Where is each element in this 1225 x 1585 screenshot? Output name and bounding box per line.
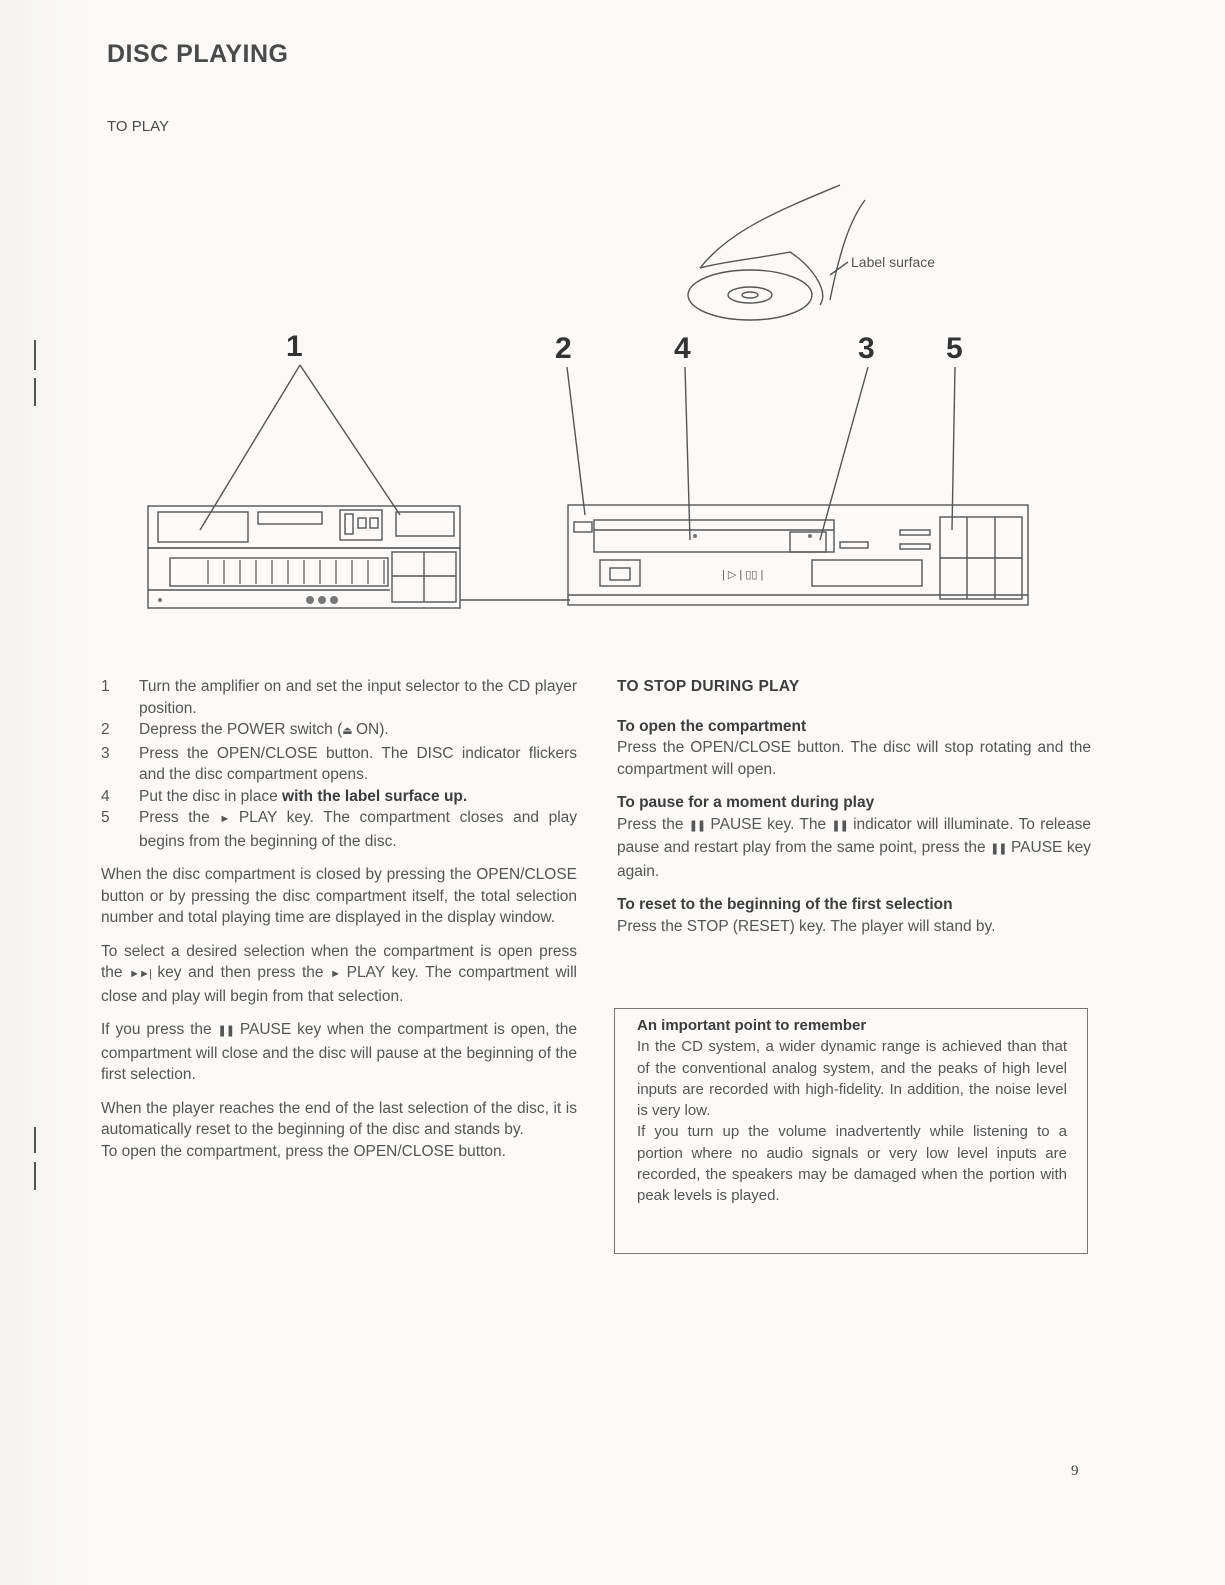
step-list xyxy=(101,676,577,852)
callout-4: 4 xyxy=(674,332,691,365)
important-note-box xyxy=(614,1008,1088,1254)
switch-on-icon: ⏏ xyxy=(342,725,352,737)
skip-forward-icon: ►►| xyxy=(129,968,151,980)
play-icon: ► xyxy=(219,813,230,825)
paragraph-select: To select a desired selection when the compartment is open press the ►►| key and then press the ► PLAY key. The compartment will close and play will begin from that selection. xyxy=(101,942,577,1005)
paragraph-open: To open the compartment, press the OPEN/CLOSE button. xyxy=(101,1142,506,1160)
disc xyxy=(688,270,812,320)
label-surface-caption: Label surface xyxy=(851,254,936,270)
binding-mark xyxy=(34,1127,36,1153)
pause-icon: ❚❚ xyxy=(990,843,1007,855)
play-icon: ► xyxy=(330,968,341,980)
left-column xyxy=(101,676,577,1174)
step-5: 5 Press the ► PLAY key. The compartment closes and play begins from the beginning of the disc. xyxy=(101,809,578,850)
reset-section: To reset to the beginning of the first selection Press the STOP (RESET) key. The player will stand by. xyxy=(617,896,996,935)
step-4: 4 Put the disc in place with the label surface up. xyxy=(101,787,468,805)
transport-icons: | ▷ | ▯▯ | xyxy=(722,569,764,581)
callout-5: 5 xyxy=(946,332,963,365)
note-paragraph-2: If you turn up the volume inadvertently while listening to a portion where no audio signals or very low level inputs are recorded, the speakers may be damaged when the portion with peak levels is played. xyxy=(637,1123,1067,1205)
paragraph-pause-open: If you press the ❚❚ PAUSE key when the compartment is open, the compartment will close and the disc will pause at the beginning of the first selection. xyxy=(101,1021,577,1083)
paragraph-closed-compartment: When the disc compartment is closed by pressing the OPEN/CLOSE button or by pressing the disc compartment itself, the total selection number and total playing time are displayed in the display window. xyxy=(101,866,577,926)
step-3: 3 Press the OPEN/CLOSE button. The DISC indicator flickers and the disc compartment opens. xyxy=(101,744,577,783)
note-paragraph-1: In the CD system, a wider dynamic range is achieved than that of the conventional analog system, and the peaks of high level inputs are recorded with high-fidelity. In addition, the noise level is very low. xyxy=(637,1038,1067,1120)
note-title: An important point to remember xyxy=(637,1017,867,1034)
stop-heading: TO STOP DURING PLAY xyxy=(617,678,800,695)
open-compartment-section: To open the compartment Press the OPEN/CLOSE button. The disc will stop rotating and the compartment will open. xyxy=(617,717,1091,778)
page-gutter xyxy=(0,0,95,1585)
page-title: DISC PLAYING xyxy=(107,40,289,68)
page-number: 9 xyxy=(1071,1463,1079,1479)
right-column xyxy=(617,676,1091,949)
disc-compartment xyxy=(594,520,834,552)
callout-1: 1 xyxy=(286,330,303,363)
callout-2: 2 xyxy=(555,332,572,365)
cd-player-diagram xyxy=(140,170,1040,640)
pause-icon: ❚❚ xyxy=(831,819,848,832)
paragraph-end: When the player reaches the end of the last selection of the disc, it is automatically reset to the beginning of the disc and stands by. xyxy=(101,1099,577,1138)
binding-mark xyxy=(34,378,36,406)
pause-section: To pause for a moment during play Press the ❚❚ PAUSE key. The ❚❚ indicator will illuminate. To release pause and restart play from the same point, press the ❚❚ PAUSE key again. xyxy=(617,794,1091,880)
section-title: TO PLAY xyxy=(107,118,169,135)
callout-3: 3 xyxy=(858,332,875,365)
step-1: 1 Turn the amplifier on and set the input selector to the CD player position. xyxy=(101,678,577,717)
binding-mark xyxy=(34,1162,36,1190)
pause-icon: ❚❚ xyxy=(217,1025,234,1037)
step-2: 2 Depress the POWER switch (⏏ ON). xyxy=(101,721,389,738)
pause-icon: ❚❚ xyxy=(688,819,706,832)
binding-mark xyxy=(34,340,36,370)
